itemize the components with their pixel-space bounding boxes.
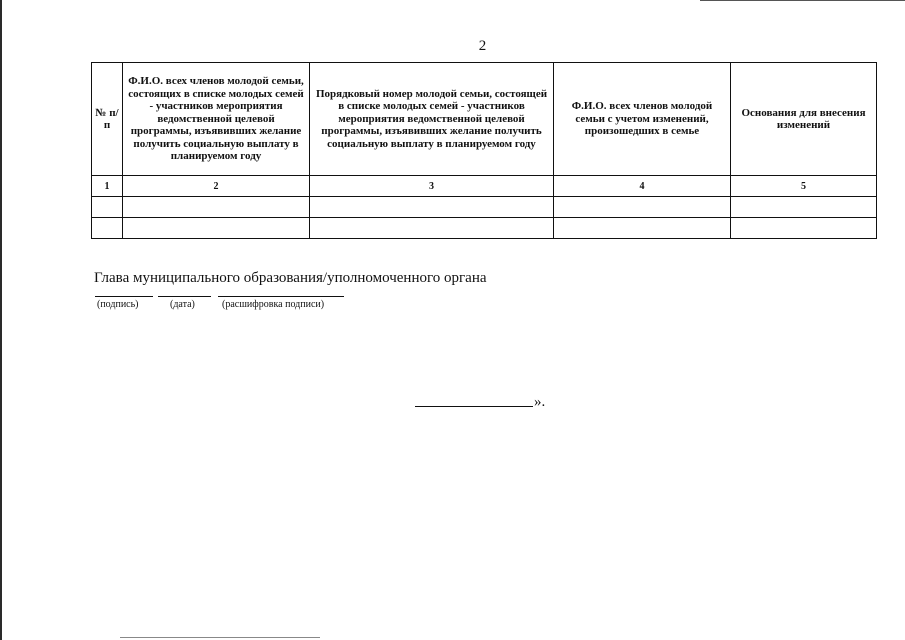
date-caption: (дата) — [170, 299, 195, 310]
column-number-row — [92, 176, 877, 197]
header-change-grounds: Основания для внесения изменений — [731, 63, 877, 176]
closing-quote-mark: ». — [534, 394, 546, 410]
table-cell — [123, 197, 310, 218]
header-row-number: № п/п — [92, 63, 123, 176]
young-families-table — [91, 62, 877, 239]
name-line — [218, 296, 344, 297]
scan-border-top — [700, 0, 905, 1]
table-cell — [92, 218, 123, 239]
table-cell — [92, 197, 123, 218]
name-caption: (расшифровка подписи) — [222, 299, 325, 310]
table-row — [92, 218, 877, 239]
table-cell — [554, 197, 731, 218]
table-header-row — [92, 63, 877, 176]
table-cell — [310, 218, 554, 239]
signatory-title: Глава муниципального образования/уполномоченного органа — [94, 270, 487, 286]
column-number: 5 — [731, 176, 877, 197]
table-cell — [123, 218, 310, 239]
column-number: 2 — [123, 176, 310, 197]
table-cell — [731, 218, 877, 239]
table-cell — [554, 218, 731, 239]
scan-border-left — [0, 0, 2, 640]
header-family-members: Ф.И.О. всех членов молодой семьи, состоящих в списке молодых семей - участников мероприятия ведомственной целевой программы, изъявивших желание получить социальную выплату в планируемом году — [123, 63, 310, 176]
signature-caption: (подпись) — [97, 299, 139, 310]
signature-line — [95, 296, 153, 297]
date-line — [158, 296, 211, 297]
page-number: 2 — [478, 38, 487, 54]
header-family-order-number: Порядковый номер молодой семьи, состоящей в списке молодых семей - участников мероприятия ведомственной целевой программы, изъявивших желание получить социальную выплату в планируемом году — [310, 63, 554, 176]
header-updated-family-members: Ф.И.О. всех членов молодой семьи с учетом изменений, произошедших в семье — [554, 63, 731, 176]
table-cell — [310, 197, 554, 218]
table-row — [92, 197, 877, 218]
column-number: 3 — [310, 176, 554, 197]
column-number: 1 — [92, 176, 123, 197]
closing-blank-line — [415, 406, 533, 407]
scan-border-bottom — [120, 637, 320, 638]
column-number: 4 — [554, 176, 731, 197]
table-cell — [731, 197, 877, 218]
